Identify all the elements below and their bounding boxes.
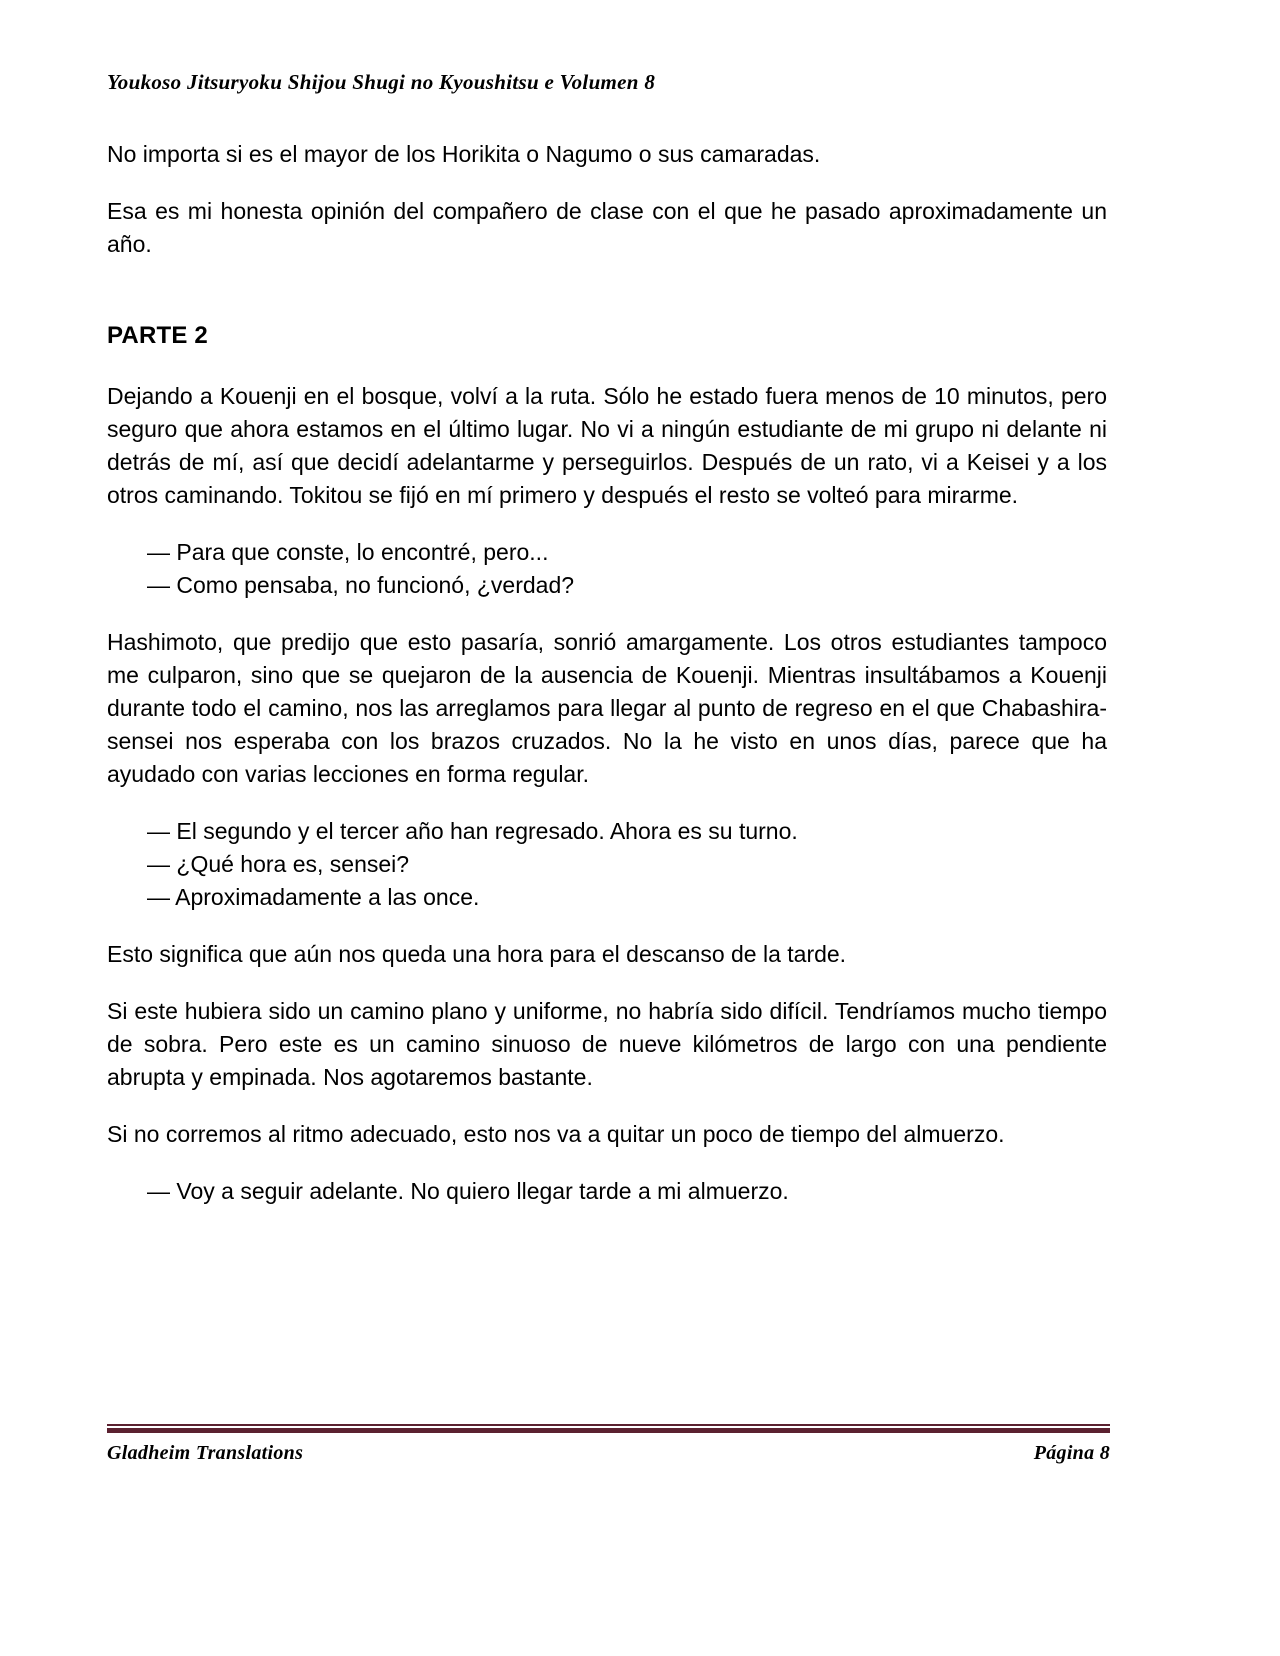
footer-page-number: Página 8 [1033, 1442, 1110, 1464]
paragraph: Si no corremos al ritmo adecuado, esto nos va a quitar un poco de tiempo del almuerzo. [107, 1121, 1005, 1147]
header-title: Youkoso Jitsuryoku Shijou Shugi no Kyoushitsu e Volumen 8 [107, 70, 656, 94]
section-heading-parte-2: PARTE 2 [107, 322, 208, 349]
dialogue-group [107, 815, 1107, 914]
dialogue-line: — El segundo y el tercer año han regresado. Ahora es su turno. [147, 818, 798, 844]
footer-divider [107, 1424, 1110, 1433]
document-footer [107, 1424, 1110, 1465]
footer-row [107, 1442, 1110, 1465]
paragraph: Hashimoto, que predijo que esto pasaría, sonrió amargamente. Los otros estudiantes tampoco me culparon, sino que se quejaron de la ausencia de Kouenji. Mientras insultábamos a Kouenji durante todo el camino, nos las arreglamos para llegar al punto de regreso en el que Chabashira-sensei nos esperaba con los brazos cruzados. No la he visto en unos días, parece que ha ayudado con varias lecciones en forma regular. [107, 629, 1107, 787]
paragraph: Si este hubiera sido un camino plano y uniforme, no habría sido difícil. Tendríamos mucho tiempo de sobra. Pero este es un camino sinuoso de nueve kilómetros de largo con una pendiente abrupta y empinada. Nos agotaremos bastante. [107, 998, 1107, 1090]
paragraph: Esto significa que aún nos queda una hora para el descanso de la tarde. [107, 941, 847, 967]
paragraph: Esa es mi honesta opinión del compañero de clase con el que he pasado aproximadamente un año. [107, 198, 1107, 257]
dialogue-group [107, 1175, 1107, 1208]
dialogue-line: — Para que conste, lo encontré, pero... [147, 539, 549, 565]
document-body [107, 138, 1107, 1232]
paragraph: No importa si es el mayor de los Horikita o Nagumo o sus camaradas. [107, 141, 821, 167]
dialogue-line: — ¿Qué hora es, sensei? [147, 851, 410, 877]
dialogue-group [107, 536, 1107, 602]
paragraph: Dejando a Kouenji en el bosque, volví a la ruta. Sólo he estado fuera menos de 10 minutos, pero seguro que ahora estamos en el último lugar. No vi a ningún estudiante de mi grupo ni delante ni detrás de mí, así que decidí adelantarme y perseguirlos. Después de un rato, vi a Keisei y a los otros caminando. Tokitou se fijó en mí primero y después el resto se volteó para mirarme. [107, 383, 1107, 508]
footer-translator: Gladheim Translations [107, 1442, 304, 1464]
dialogue-line: — Aproximadamente a las once. [147, 884, 480, 910]
document-header [107, 70, 1110, 95]
dialogue-line: — Voy a seguir adelante. No quiero llegar tarde a mi almuerzo. [147, 1178, 789, 1204]
dialogue-line: — Como pensaba, no funcionó, ¿verdad? [147, 572, 575, 598]
